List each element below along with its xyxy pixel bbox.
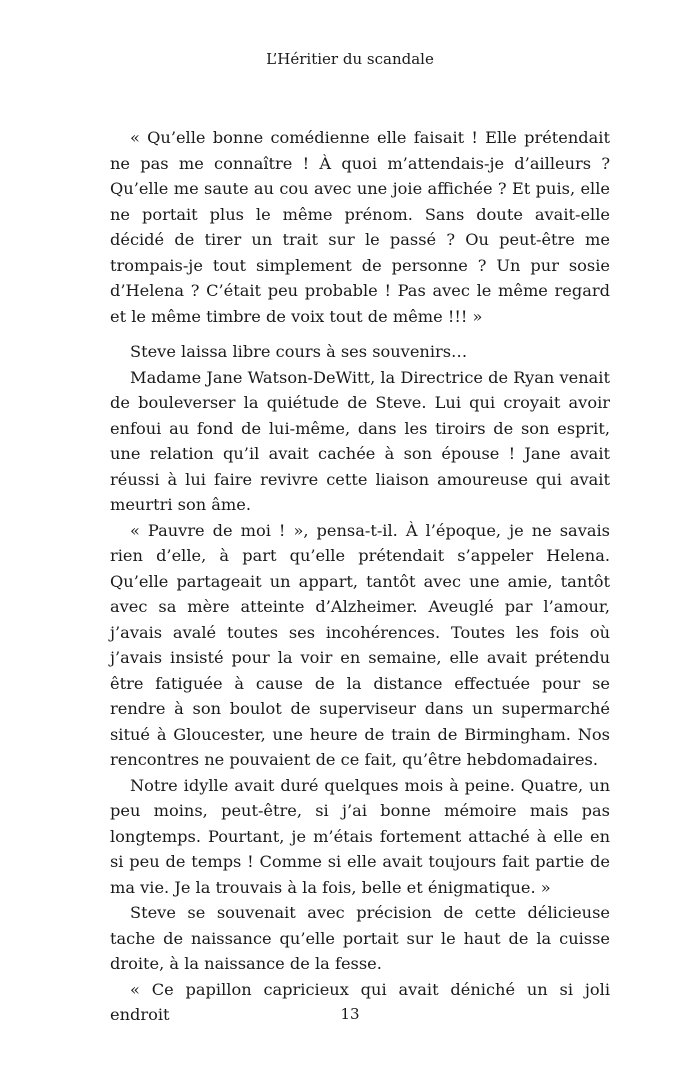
paragraph: « Ce papillon capricieux qui avait déniché un si joli endroit	[110, 979, 610, 1024]
paragraph: « Qu’elle bonne comédienne elle faisait ! Elle prétendait ne pas me connaître ! À quoi m’attendais-je d’ailleurs ? Qu’elle me saute au cou avec une joie affichée ? Et puis, elle ne portait plus le même prénom. Sans doute avait-elle décidé de tirer un trait sur le passé ? Ou peut-être me trompais-je tout simplement de personne ? Un pur sosie d’Helena ? C’était peu probable ! Pas avec le même regard et le même timbre de voix tout de même !!! »	[110, 128, 610, 326]
paragraph: Madame Jane Watson-DeWitt, la Directrice de Ryan venait de bouleverser la quiétude de Steve. Lui qui croyait avoir enfoui au fond de lui-même, dans les tiroirs de son esprit, une relation qu’il avait cachée à son épouse ! Jane avait réussi à lui faire revivre cette liaison amoureuse qui avait meurtri son âme.	[110, 367, 610, 514]
body-text	[110, 125, 610, 1028]
paragraph: Notre idylle avait duré quelques mois à peine. Quatre, un peu moins, peut-être, si j’ai bonne mémoire mais pas longtemps. Pourtant, je m’étais fortement attaché à elle en si peu de temps ! Comme si elle avait toujours fait partie de ma vie. Je la trouvais à la fois, belle et énigmatique. »	[110, 775, 610, 897]
paragraph: Steve se souvenait avec précision de cette délicieuse tache de naissance qu’elle portait sur le haut de la cuisse droite, à la naissance de la fesse.	[110, 903, 610, 973]
running-header-title: L’Héritier du scandale	[266, 50, 434, 68]
paragraph: Steve laissa libre cours à ses souvenirs…	[130, 342, 468, 361]
paragraph: « Pauvre de moi ! », pensa-t-il. À l’époque, je ne savais rien d’elle, à part qu’elle prétendait s’appeler Helena. Qu’elle partageait un appart, tantôt avec une amie, tantôt avec sa mère atteinte d’Alzheimer. Aveuglé par l’amour, j’avais avalé toutes ses incohérences. Toutes les fois où j’avais insisté pour la voir en semaine, elle avait prétendu être fatiguée à cause de la distance effectuée pour se rendre à son boulot de superviseur dans un supermarché situé à Gloucester, une heure de train de Birmingham. Nos rencontres ne pouvaient de ce fait, qu’être hebdomadaires.	[110, 520, 610, 769]
page-number: 13	[340, 1005, 360, 1023]
